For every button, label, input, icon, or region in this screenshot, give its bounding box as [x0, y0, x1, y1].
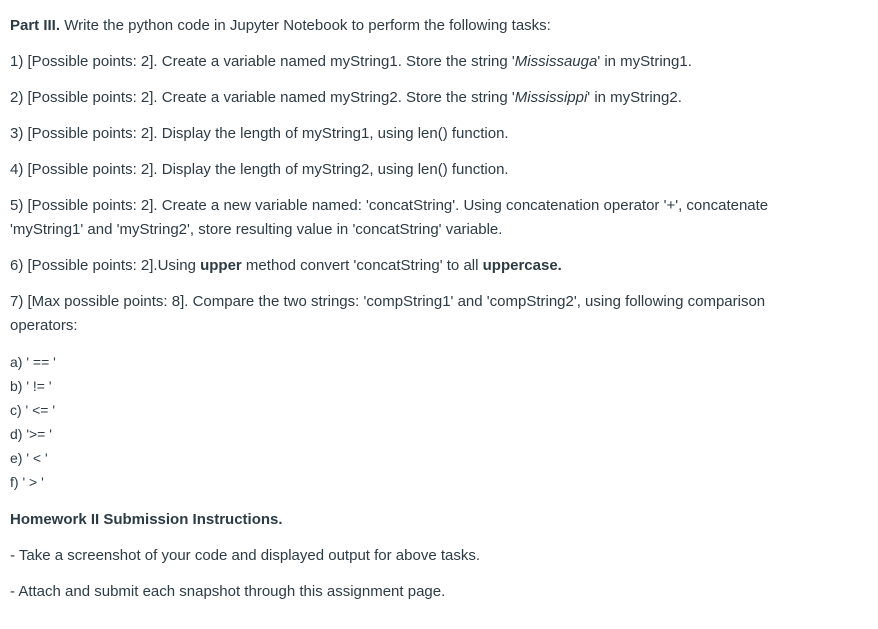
task-6-upper: upper: [200, 257, 242, 274]
task-7-line-2: operators:: [10, 317, 78, 334]
task-6-pre: 6) [Possible points: 2].Using: [10, 257, 201, 274]
submission-item-2: [10, 580, 878, 604]
operator-item: a) ' == ': [10, 354, 56, 370]
task-4-text: 4) [Possible points: 2]. Display the length of myString2, using len() function.: [10, 161, 509, 178]
task-2-post: ' in myString2.: [587, 89, 682, 106]
task-5-line-2: 'myString1' and 'myString2', store resulting value in 'concatString' variable.: [10, 221, 503, 238]
operator-item: b) ' != ': [10, 378, 52, 394]
part-label: Part III.: [10, 17, 61, 34]
intro-line: [10, 14, 878, 38]
task-4: [10, 158, 878, 182]
task-5-line-1: 5) [Possible points: 2]. Create a new variable named: 'concatString'. Using concatenation operator '+', concatenate: [10, 197, 769, 214]
operator-item: c) ' <= ': [10, 402, 56, 418]
operator-item: d) '>= ': [10, 426, 52, 442]
submission-item-1: [10, 544, 878, 568]
task-1-string: Mississauga: [514, 53, 598, 70]
task-1-pre: 1) [Possible points: 2]. Create a variable named myString1. Store the string ': [10, 53, 515, 70]
task-5: [10, 194, 878, 242]
intro-text: Write the python code in Jupyter Notebook to perform the following tasks:: [60, 17, 551, 34]
task-3-text: 3) [Possible points: 2]. Display the length of myString1, using len() function.: [10, 125, 509, 142]
operator-item: f) ' > ': [10, 474, 44, 490]
task-1-post: ' in myString1.: [597, 53, 692, 70]
submission-text: - Attach and submit each snapshot through this assignment page.: [10, 583, 446, 600]
submission-heading-block: [10, 508, 878, 532]
task-6: [10, 254, 878, 278]
operator-list: [10, 350, 878, 494]
task-7: [10, 290, 878, 338]
operator-item: e) ' < ': [10, 450, 48, 466]
intro-paragraph: [10, 14, 878, 38]
task-1: [10, 50, 878, 74]
submission-heading: Homework II Submission Instructions.: [10, 511, 283, 528]
submission-text: - Take a screenshot of your code and displayed output for above tasks.: [10, 547, 481, 564]
task-2-string: Mississippi: [514, 89, 588, 106]
task-7-line-1: 7) [Max possible points: 8]. Compare the two strings: 'compString1' and 'compString2', using following comparison: [10, 293, 766, 310]
task-2-pre: 2) [Possible points: 2]. Create a variable named myString2. Store the string ': [10, 89, 515, 106]
task-2: [10, 86, 878, 110]
task-3: [10, 122, 878, 146]
task-6-uppercase: uppercase.: [482, 257, 562, 274]
task-6-mid: method convert 'concatString' to all: [241, 257, 483, 274]
